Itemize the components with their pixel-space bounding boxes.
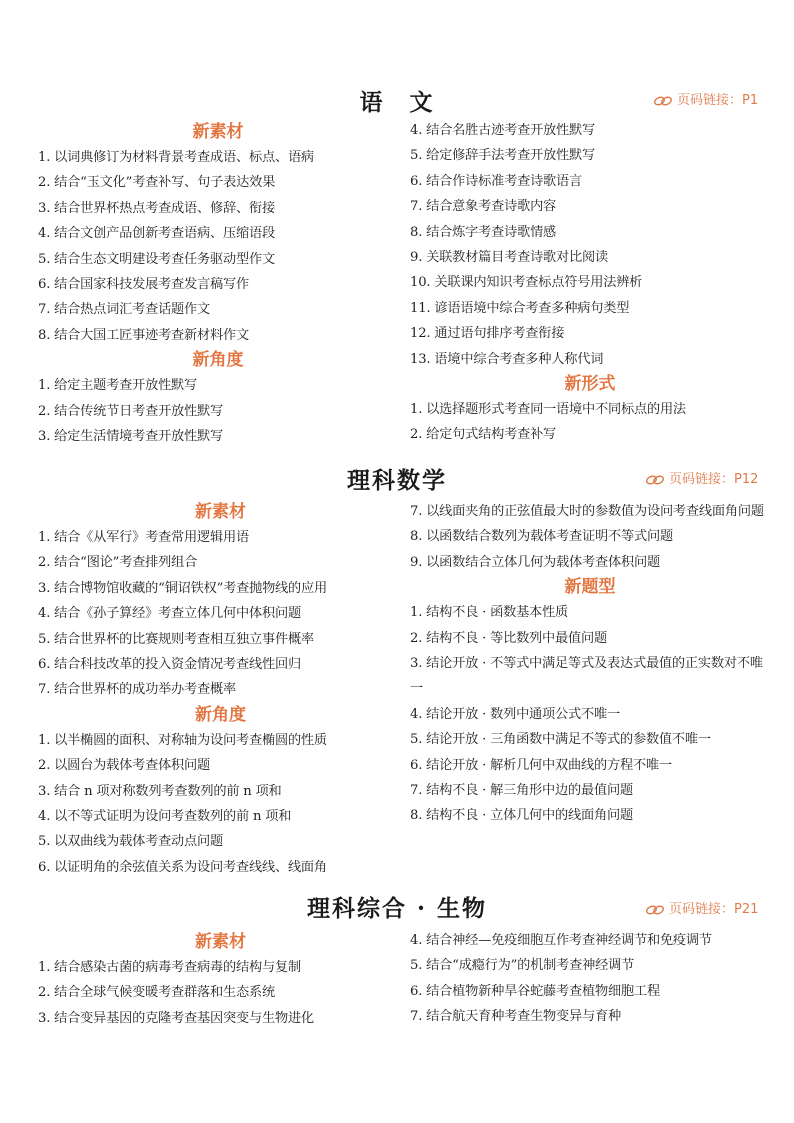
list [410, 928, 775, 1030]
list-item: 6. 结合植物新种旱谷蛇藤考查植物细胞工程 [410, 983, 660, 999]
list [38, 955, 403, 1031]
list-item: 7. 以线面夹角的正弦值最大时的参数值为设问考查线面角问题 [410, 504, 764, 519]
list-item: 9. 以函数结合立体几何为载体考查体积问题 [410, 554, 660, 570]
list-item: 4. 结合《孙子算经》考查立体几何中体积问题 [38, 606, 301, 622]
list-item: 6. 结合国家科技发展考查发言稿写作 [38, 276, 249, 292]
subheading-new-material: 新素材 [192, 122, 244, 142]
list [410, 118, 770, 372]
chinese-right-column [410, 118, 770, 448]
list-item: 5. 给定修辞手法考查开放性默写 [410, 148, 596, 164]
list [38, 373, 398, 449]
list-item: 7. 结合世界杯的成功举办考查概率 [38, 682, 236, 698]
list-item: 8. 结合炼字考查诗歌情感 [410, 224, 557, 240]
math-left-column [38, 500, 403, 880]
list-item: 6. 以证明角的余弦值关系为设问考查线线、线面角 [38, 859, 327, 875]
list-item: 4. 结合名胜古迹考查开放性默写 [410, 123, 596, 138]
page-link-label: 页码链接：P12 [669, 472, 759, 487]
list-item: 6. 结合科技改革的投入资金情况考查线性回归 [38, 656, 301, 672]
list-item: 2. 结合“玉文化”考查补写、句子表达效果 [38, 175, 276, 191]
list-item: 8. 结构不良 · 立体几何中的线面角问题 [410, 808, 633, 824]
list-item: 1. 结合《从军行》考查常用逻辑用语 [38, 530, 249, 545]
list-item: 7. 结构不良 · 解三角形中边的最值问题 [410, 782, 633, 798]
list-item: 2. 结构不良 · 等比数列中最值问题 [410, 630, 607, 646]
list-item: 4. 结合神经—免疫细胞互作考查神经调节和免疫调节 [410, 933, 712, 948]
list-item: 1. 以词典修订为材料背景考查成语、标点、语病 [38, 150, 314, 165]
section-title-chinese: 语 文 [359, 89, 435, 116]
math-right-column [410, 499, 770, 829]
list-item: 2. 结合全球气候变暖考查群落和生态系统 [38, 985, 275, 1001]
list-item: 1. 结合感染古菌的病毒考查病毒的结构与复制 [38, 960, 301, 975]
list-item: 2. 结合传统节日考查开放性默写 [38, 403, 224, 419]
list-item: 4. 结论开放 · 数列中通项公式不唯一 [410, 706, 620, 722]
page-link-label: 页码链接：P21 [669, 902, 759, 917]
list-item: 8. 以函数结合数列为载体考查证明不等式问题 [410, 529, 673, 545]
list-item: 7. 结合航天育种考查生物变异与育种 [410, 1009, 621, 1025]
list-item: 2. 以圆台为载体考查体积问题 [38, 758, 211, 774]
list-item: 5. 结合生态文明建设考查任务驱动型作文 [38, 251, 275, 267]
list-item: 3. 给定生活情境考查开放性默写 [38, 428, 224, 444]
section-title-math: 理科数学 [347, 467, 447, 494]
list [38, 525, 403, 703]
section-title-biology: 理科综合 · 生物 [306, 895, 488, 922]
list-item: 8. 结合大国工匠事迹考查新材料作文 [38, 327, 249, 343]
biology-right-column [410, 928, 775, 1030]
list [38, 728, 403, 880]
biology-left-column [38, 930, 403, 1031]
list-item: 1. 以选择题形式考查同一语境中不同标点的用法 [410, 401, 686, 417]
chinese-left-column [38, 120, 398, 449]
list-item: 9. 关联教材篇目考查诗歌对比阅读 [410, 249, 608, 265]
list [38, 145, 398, 348]
list-item: 3. 结合博物馆收藏的“铜诏铁权”考查抛物线的应用 [38, 580, 328, 596]
subheading-new-material: 新素材 [195, 502, 246, 522]
page-link-biology[interactable] [645, 898, 758, 917]
list-item: 3. 结合 n 项对称数列考查数列的前 n 项和 [38, 783, 282, 799]
list-item: 4. 结合文创产品创新考查语病、压缩语段 [38, 226, 275, 242]
list-item: 11. 谚语语境中综合考查多种病句类型 [410, 300, 630, 316]
page-link-chinese[interactable] [653, 89, 758, 108]
list-item: 5. 以双曲线为载体考查动点问题 [38, 834, 224, 850]
list-item: 1. 以半椭圆的面积、对称轴为设问考查椭圆的性质 [38, 732, 327, 748]
list-item: 2. 结合“图论”考查排列组合 [38, 555, 198, 571]
list-item: 1. 结构不良 · 函数基本性质 [410, 605, 569, 621]
subheading-new-material: 新素材 [195, 932, 246, 952]
list-item: 3. 结合变异基因的克隆考查基因突变与生物进化 [38, 1010, 314, 1026]
chain-link-icon [645, 474, 665, 486]
list-item: 10. 关联课内知识考查标点符号用法辨析 [410, 275, 643, 291]
list-item: 1. 给定主题考查开放性默写 [38, 378, 198, 394]
list-item: 3. 结论开放 · 不等式中满足等式及表达式最值的正实数对不唯一 [410, 655, 763, 697]
list-item: 4. 以不等式证明为设问考查数列的前 n 项和 [38, 808, 292, 824]
list-item: 7. 结合热点词汇考查话题作文 [38, 302, 211, 318]
subheading-new-angle: 新角度 [192, 350, 244, 371]
list [410, 600, 770, 829]
list-item: 6. 结论开放 · 解析几何中双曲线的方程不唯一 [410, 757, 672, 773]
subheading-new-form: 新形式 [564, 373, 616, 394]
list-item: 5. 结合“成瘾行为”的机制考查神经调节 [410, 958, 635, 974]
chain-link-icon [653, 95, 673, 107]
list-item: 12. 通过语句排序考查衔接 [410, 326, 565, 342]
subheading-new-angle: 新角度 [195, 704, 246, 725]
list [410, 499, 770, 575]
list-item: 5. 结合世界杯的比赛规则考查相互独立事件概率 [38, 631, 314, 647]
page-link-math[interactable] [645, 468, 758, 487]
list-item: 6. 结合作诗标准考查诗歌语言 [410, 173, 583, 189]
list [410, 397, 770, 448]
subheading-new-question-type: 新题型 [564, 577, 616, 598]
list-item: 3. 结合世界杯热点考查成语、修辞、衔接 [38, 200, 275, 216]
list-item: 2. 给定句式结构考查补写 [410, 427, 557, 443]
list-item: 5. 结论开放 · 三角函数中满足不等式的参数值不唯一 [410, 732, 711, 748]
chain-link-icon [645, 904, 665, 916]
list-item: 7. 结合意象考查诗歌内容 [410, 199, 557, 215]
page-link-label: 页码链接：P1 [677, 93, 759, 108]
list-item: 13. 语境中综合考查多种人称代词 [410, 351, 604, 367]
